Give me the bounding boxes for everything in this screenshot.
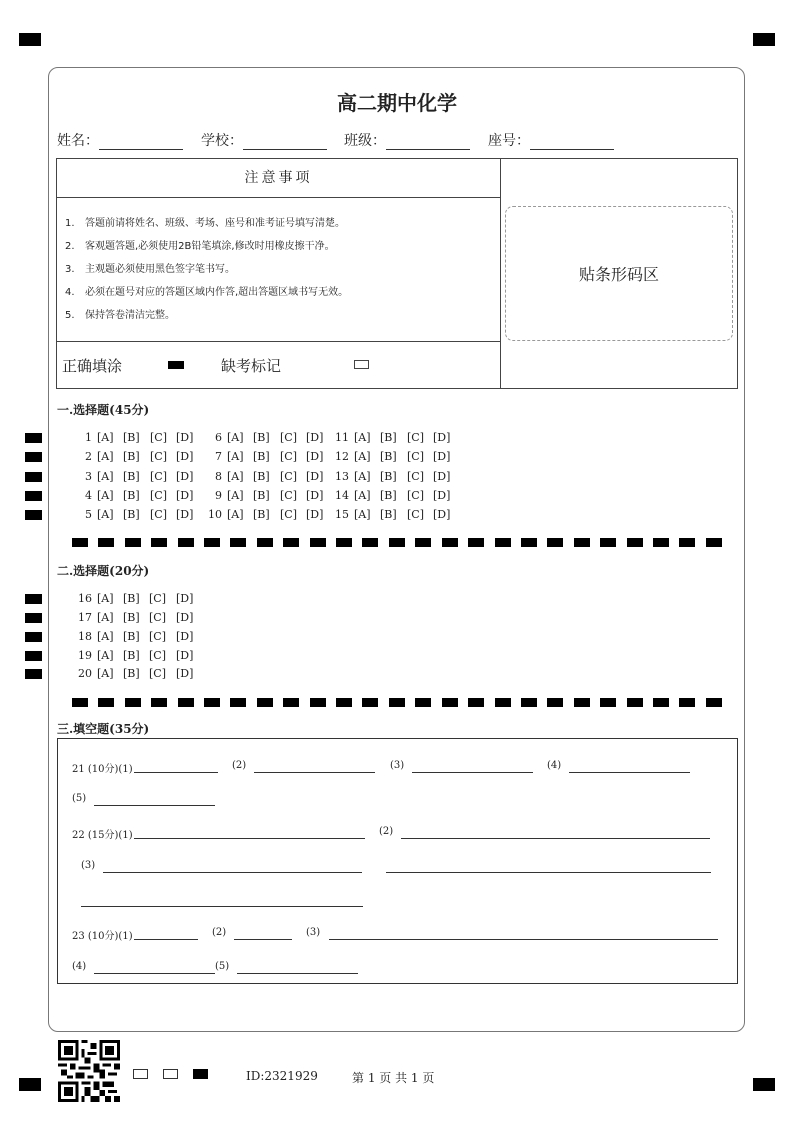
q22-blank-1[interactable] [134,838,365,839]
divider-dash [204,538,220,547]
answer-bubble[interactable]: [C] [407,508,424,521]
answer-bubble[interactable]: [C] [149,667,166,680]
q21-part4-label: (4) [547,760,562,771]
q21-part2-label: (2) [232,760,247,771]
question-number: 16 [78,592,92,605]
answer-bubble[interactable]: [D] [176,611,194,624]
answer-bubble[interactable]: [A] [227,431,244,444]
notice-heading: 注意事项 [57,159,500,198]
question-number: 13 [335,470,349,483]
question-number: 12 [335,450,349,463]
divider-dash [468,538,484,547]
answer-bubble[interactable]: [D] [176,630,194,643]
q21-blank-4[interactable] [569,772,690,773]
answer-bubble[interactable]: [B] [123,489,140,502]
answer-bubble[interactable]: [C] [149,630,166,643]
divider-dash [125,538,141,547]
answer-bubble[interactable]: [C] [407,489,424,502]
question-number: 10 [208,508,222,521]
absent-mark-label: 缺考标记 [221,357,282,375]
divider-dash [362,538,378,547]
answer-bubble[interactable]: [A] [97,630,114,643]
answer-bubble[interactable]: [A] [97,431,114,444]
section3-title: 三.填空题(35分) [57,722,150,736]
answer-bubble[interactable]: [B] [253,489,270,502]
answer-bubble[interactable]: [D] [433,470,451,483]
q23-part5-label: (5) [215,961,230,972]
q22-blank-3-line2[interactable] [81,906,363,907]
seat-number-field[interactable]: 座号： [488,130,614,150]
answer-bubble[interactable]: [A] [227,470,244,483]
answer-bubble[interactable]: [A] [97,592,114,605]
divider-dash [415,538,431,547]
question-number: 3 [85,470,92,483]
answer-bubble[interactable]: [C] [280,470,297,483]
row-timing-mark [25,651,42,661]
q23-part2-label: (2) [212,927,227,938]
divider-dash [442,698,458,707]
divider-dash [257,698,273,707]
question-number: 14 [335,489,349,502]
divider-dash [547,538,563,547]
divider-dash [283,698,299,707]
name-field[interactable]: 姓名： [57,130,183,150]
answer-bubble[interactable]: [C] [150,431,167,444]
answer-bubble[interactable]: [D] [176,470,194,483]
q21-part5-label: (5) [72,793,87,804]
answer-bubble[interactable]: [B] [123,450,140,463]
footer-page: 第 1 页 共 1 页 [352,1071,435,1085]
answer-bubble[interactable]: [A] [227,450,244,463]
q21-blank-3[interactable] [412,772,533,773]
question-number: 11 [335,431,349,444]
divider-dash [389,538,405,547]
q22-blank-2[interactable] [401,838,710,839]
notice-item: 4. 必须在题号对应的答题区域内作答,超出答题区域书写无效。 [65,287,349,298]
notice-item: 5. 保持答卷清洁完整。 [65,310,175,321]
correct-fill-sample [168,361,184,369]
divider-dash [310,698,326,707]
answer-bubble[interactable]: [B] [123,470,140,483]
answer-bubble[interactable]: [A] [97,611,114,624]
q23-blank-1[interactable] [134,939,198,940]
fill-in-answer-box [57,738,738,984]
notice-box [56,158,738,389]
answer-bubble[interactable]: [B] [253,431,270,444]
answer-bubble[interactable]: [A] [354,470,371,483]
answer-bubble[interactable]: [D] [306,431,324,444]
answer-bubble[interactable]: [B] [253,470,270,483]
answer-bubble[interactable]: [A] [97,649,114,662]
answer-bubble[interactable]: [D] [176,667,194,680]
question-number: 4 [85,489,92,502]
divider-dash [98,698,114,707]
divider-dash [230,698,246,707]
answer-bubble[interactable]: [A] [97,470,114,483]
q22-part2-label: (2) [379,826,394,837]
answer-bubble[interactable]: [D] [433,431,451,444]
row-timing-mark [25,613,42,623]
answer-bubble[interactable]: [D] [176,592,194,605]
answer-bubble[interactable]: [B] [380,508,397,521]
corner-mark-top-left [19,33,41,46]
divider-dash [547,698,563,707]
answer-bubble[interactable]: [D] [433,489,451,502]
divider-dash [574,698,590,707]
answer-bubble[interactable]: [A] [97,667,114,680]
corner-mark-bottom-right [753,1078,775,1091]
divider-dash [72,538,88,547]
answer-bubble[interactable]: [B] [380,431,397,444]
section1-title: 一.选择题(45分) [57,403,150,417]
answer-bubble[interactable]: [C] [280,489,297,502]
answer-bubble[interactable]: [D] [306,508,324,521]
question-number: 15 [335,508,349,521]
q21-blank-5[interactable] [94,805,215,806]
answer-bubble[interactable]: [C] [280,431,297,444]
class-field[interactable]: 班级： [344,130,470,150]
page-title: 高二期中化学 [337,91,457,115]
answer-bubble[interactable]: [D] [176,431,194,444]
school-field[interactable]: 学校： [201,130,327,150]
barcode-area: 贴条形码区 [505,206,733,341]
question-number: 7 [215,450,222,463]
answer-bubble[interactable]: [C] [280,450,297,463]
answer-bubble[interactable]: [A] [354,431,371,444]
q23-label: 23 (10分)(1) [72,931,133,942]
answer-bubble[interactable]: [B] [123,630,140,643]
q21-blank-1[interactable] [134,772,218,773]
divider-dash [679,538,695,547]
divider-dash [495,538,511,547]
divider-dash [627,538,643,547]
divider-dash [257,538,273,547]
notice-item: 3. 主观题必须使用黑色签字笔书写。 [65,264,235,275]
answer-bubble[interactable]: [A] [354,508,371,521]
fill-example-row [57,341,500,389]
divider-dash [72,698,88,707]
answer-bubble[interactable]: [B] [123,592,140,605]
notice-item: 2. 客观题答题,必须使用2B铅笔填涂,修改时用橡皮擦干净。 [65,241,335,252]
row-timing-mark [25,669,42,679]
divider-dash [495,698,511,707]
answer-bubble[interactable]: [B] [253,450,270,463]
row-timing-mark [25,452,42,462]
answer-bubble[interactable]: [A] [97,508,114,521]
q23-part3-label: (3) [306,927,321,938]
row-timing-mark [25,594,42,604]
answer-bubble[interactable]: [C] [407,450,424,463]
divider-dash [151,698,167,707]
notice-item: 1. 答题前请将姓名、班级、考场、座号和准考证号填写清楚。 [65,218,345,229]
divider-dash [336,698,352,707]
divider-dash [336,538,352,547]
answer-bubble[interactable]: [A] [97,450,114,463]
divider-dash [389,698,405,707]
answer-bubble[interactable]: [D] [433,508,451,521]
question-number: 20 [78,667,92,680]
question-number: 9 [215,489,222,502]
answer-bubble[interactable]: [B] [253,508,270,521]
answer-bubble[interactable]: [B] [380,489,397,502]
row-timing-mark [25,510,42,520]
divider-dash [627,698,643,707]
divider-dash [98,538,114,547]
answer-bubble[interactable]: [D] [176,508,194,521]
corner-mark-bottom-left [19,1078,41,1091]
q22-blank-3[interactable] [103,872,362,873]
row-timing-mark [25,472,42,482]
divider-dash [653,538,669,547]
divider-dash [600,538,616,547]
qr-code [58,1040,120,1102]
answer-bubble[interactable]: [C] [280,508,297,521]
answer-bubble[interactable]: [B] [380,470,397,483]
divider-dash [125,698,141,707]
answer-bubble[interactable]: [C] [150,508,167,521]
divider-dash [653,698,669,707]
row-timing-mark [25,491,42,501]
answer-bubble[interactable]: [C] [149,592,166,605]
divider-dash [521,698,537,707]
section2-title: 二.选择题(20分) [57,564,150,578]
divider-dash [283,538,299,547]
answer-bubble[interactable]: [A] [354,450,371,463]
q22-part3-label: (3) [81,860,96,871]
divider-dash [230,538,246,547]
notice-list [65,214,348,329]
answer-bubble[interactable]: [A] [97,489,114,502]
absent-mark-checkbox[interactable] [354,360,369,369]
q22-blank-3-cont[interactable] [386,872,711,873]
answer-bubble[interactable]: [D] [433,450,451,463]
divider-dash [178,538,194,547]
answer-bubble[interactable]: [A] [354,489,371,502]
answer-bubble[interactable]: [C] [407,470,424,483]
divider-dash [442,538,458,547]
correct-fill-label: 正确填涂 [62,357,123,375]
question-number: 18 [78,630,92,643]
answer-bubble[interactable]: [B] [123,611,140,624]
answer-bubble[interactable]: [D] [176,649,194,662]
divider-dash [574,538,590,547]
q21-label: 21 (10分)(1) [72,764,133,775]
footer-box-empty-2 [163,1069,178,1079]
divider-dash [178,698,194,707]
divider-dash [600,698,616,707]
divider-dash [468,698,484,707]
footer-id: ID:2321929 [246,1069,318,1083]
question-number: 8 [215,470,222,483]
answer-bubble[interactable]: [B] [123,508,140,521]
q21-blank-2[interactable] [254,772,375,773]
divider-dash [415,698,431,707]
answer-bubble[interactable]: [B] [380,450,397,463]
divider-dash [679,698,695,707]
answer-bubble[interactable]: [B] [123,649,140,662]
question-number: 6 [215,431,222,444]
question-number: 5 [85,508,92,521]
section2-divider [72,698,722,707]
answer-bubble[interactable]: [D] [176,489,194,502]
question-number: 17 [78,611,92,624]
answer-bubble[interactable]: [A] [227,508,244,521]
corner-mark-top-right [753,33,775,46]
answer-bubble[interactable]: [C] [149,649,166,662]
q23-blank-2[interactable] [234,939,292,940]
answer-bubble[interactable]: [C] [150,489,167,502]
row-timing-mark [25,632,42,642]
answer-bubble[interactable]: [A] [227,489,244,502]
divider-dash [362,698,378,707]
q23-blank-3[interactable] [329,939,718,940]
divider-dash [204,698,220,707]
divider-dash [151,538,167,547]
answer-bubble[interactable]: [D] [306,450,324,463]
answer-bubble[interactable]: [D] [306,470,324,483]
q22-label: 22 (15分)(1) [72,830,133,841]
answer-bubble[interactable]: [C] [149,611,166,624]
answer-bubble[interactable]: [C] [150,470,167,483]
divider-dash [706,538,722,547]
answer-bubble[interactable]: [B] [123,667,140,680]
answer-bubble[interactable]: [C] [150,450,167,463]
footer-box-filled [193,1069,208,1079]
divider-dash [706,698,722,707]
divider-dash [521,538,537,547]
divider-dash [310,538,326,547]
q23-blank-4[interactable] [94,973,215,974]
question-number: 1 [85,431,92,444]
q23-blank-5[interactable] [237,973,358,974]
row-timing-mark [25,433,42,443]
q23-part4-label: (4) [72,961,87,972]
answer-bubble[interactable]: [C] [407,431,424,444]
answer-bubble[interactable]: [D] [306,489,324,502]
q21-part3-label: (3) [390,760,405,771]
answer-bubble[interactable]: [B] [123,431,140,444]
answer-bubble[interactable]: [D] [176,450,194,463]
question-number: 19 [78,649,92,662]
question-number: 2 [85,450,92,463]
footer-box-empty-1 [133,1069,148,1079]
section1-divider [72,538,722,547]
